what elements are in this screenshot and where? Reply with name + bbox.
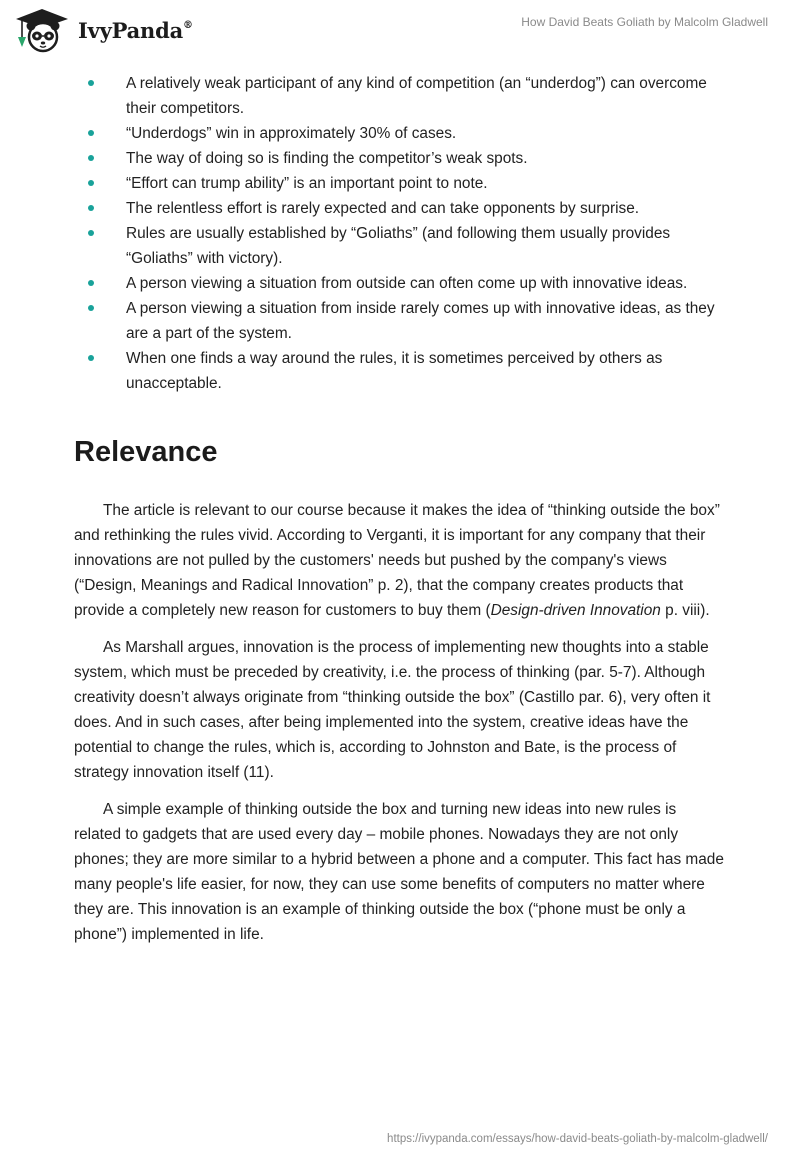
key-points-list bbox=[74, 71, 734, 396]
paragraph: A simple example of thinking outside the box and turning new ideas into new rules is related to gadgets that are used every day – mobile phones. Nowadays they are not only phones; they are more similar to a hybrid between a phone and a computer. This fact has made many people's life easier, for now, they can use some benefits of computers no matter where they are. This innovation is an example of thinking outside the box (“phone must be only a phone”) implemented in life. bbox=[74, 801, 724, 943]
list-item: A person viewing a situation from inside rarely comes up with innovative ideas, as they are a part of the system. bbox=[74, 296, 734, 346]
bullet-icon bbox=[88, 305, 94, 311]
bullet-icon bbox=[88, 180, 94, 186]
list-item: The way of doing so is finding the competitor’s weak spots. bbox=[74, 146, 734, 171]
list-item: When one finds a way around the rules, it is sometimes perceived by others as unacceptable. bbox=[74, 346, 734, 396]
paragraph: As Marshall argues, innovation is the process of implementing new thoughts into a stable system, which must be preceded by creativity, i.e. the process of thinking (par. 5-7). Although creativity doesn’t always originate from “thinking outside the box” (Castillo par. 6), very often it does. And in such cases, after being implemented into the system, creative ideas have the potential to change the rules, which is, according to Johnston and Bate, is the process of strategy innovation itself (11). bbox=[74, 639, 711, 781]
bullet-icon bbox=[88, 280, 94, 286]
list-item: “Underdogs” win in approximately 30% of cases. bbox=[74, 121, 734, 146]
bullet-icon bbox=[88, 205, 94, 211]
list-item: The relentless effort is rarely expected and can take opponents by surprise. bbox=[74, 196, 734, 221]
paragraph: The article is relevant to our course because it makes the idea of “thinking outside the box” and rethinking the rules vivid. According to Verganti, it is important for any company that their innovations are not pulled by the customers' needs but pushed by the company's views (“Design, Meanings and Radical Innovation” p. 2), that the company creates products that provide a completely new reason for customers to buy them (Design-driven Innovation p. viii). bbox=[74, 502, 720, 619]
list-item: A relatively weak participant of any kind of competition (an “underdog”) can overcome their competitors. bbox=[74, 71, 734, 121]
page-header bbox=[0, 0, 800, 60]
list-item: A person viewing a situation from outside can often come up with innovative ideas. bbox=[74, 271, 734, 296]
bullet-icon bbox=[88, 355, 94, 361]
bullet-icon bbox=[88, 130, 94, 136]
brand-name: IvyPanda® bbox=[78, 17, 193, 43]
section-body bbox=[74, 498, 724, 959]
document-title: How David Beats Goliath by Malcolm Gladwell bbox=[521, 15, 768, 29]
section-heading: Relevance bbox=[74, 436, 218, 468]
ivypanda-logo[interactable] bbox=[14, 7, 193, 53]
bullet-icon bbox=[88, 155, 94, 161]
list-item: “Effort can trump ability” is an important point to note. bbox=[74, 171, 734, 196]
bullet-icon bbox=[88, 230, 94, 236]
bullet-icon bbox=[88, 80, 94, 86]
source-url-link[interactable]: https://ivypanda.com/essays/how-david-beats-goliath-by-malcolm-gladwell/ bbox=[387, 1133, 768, 1145]
panda-logo-icon bbox=[14, 7, 70, 53]
list-item: Rules are usually established by “Goliaths” (and following them usually provides “Goliaths” with victory). bbox=[74, 221, 734, 271]
